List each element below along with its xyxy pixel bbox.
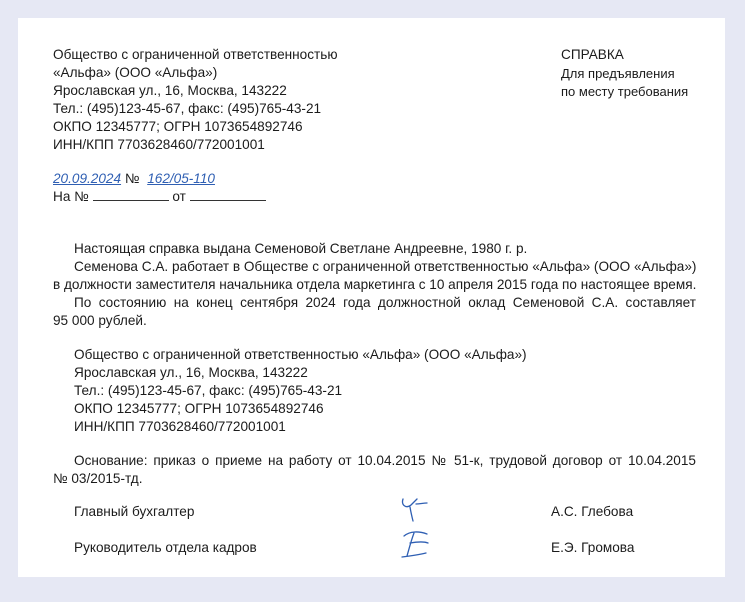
org-line-inn: ИНН/КПП 7703628460/772001001 [74, 419, 286, 434]
org-line-address: Ярославская ул., 16, Москва, 143222 [74, 365, 308, 380]
sender-line-phone: Тел.: (495)123-45-67, факс: (495)765-43-21 [53, 101, 322, 116]
reference-line [53, 188, 266, 206]
registration-line [53, 170, 215, 188]
sender-line-inn: ИНН/КПП 7703628460/772001001 [53, 137, 265, 152]
body-paragraph-1: Настоящая справка выдана Семеновой Светлане Андреевне, 1980 г. р. [74, 241, 528, 256]
basis-line2: № 03/2015-тд. [53, 471, 143, 486]
sender-line-name: Общество с ограниченной ответственностью [53, 47, 338, 62]
document-title: СПРАВКА [561, 47, 624, 62]
body-paragraph-2-line1: Семенова С.А. работает в Обществе с ограниченной ответственностью «Альфа» (ООО «Альфа») [74, 259, 697, 274]
registration-date: 20.09.2024 [53, 171, 122, 186]
sender-line-short-name: «Альфа» (ООО «Альфа») [53, 65, 218, 80]
body-paragraph-2-line2: в должности заместителя начальника отдела маркетинга с 10 апреля 2015 года по настоящее время. [53, 277, 697, 292]
reference-date-blank [190, 188, 266, 201]
document-sheet [18, 18, 725, 577]
signature-2-handwritten [400, 526, 436, 562]
registration-number: 162/05-110 [147, 171, 215, 186]
signature-1-handwritten [398, 488, 434, 524]
document-purpose-line1: Для предъявления [561, 66, 675, 81]
basis-line1: Основание: приказ о приеме на работу от 10.04.2015 № 51-к, трудовой договор от 10.04.2015 [74, 453, 696, 468]
reference-from-label: от [172, 189, 186, 204]
reference-number-label: На № [53, 189, 89, 204]
document-purpose-line2: по месту требования [561, 84, 689, 99]
signer-1-position: Главный бухгалтер [74, 504, 195, 519]
sender-line-okpo: ОКПО 12345777; ОГРН 1073654892746 [53, 119, 303, 134]
reference-number-blank [93, 188, 169, 201]
org-line-name: Общество с ограниченной ответственностью «Альфа» (ООО «Альфа») [74, 347, 527, 362]
registration-number-label: № [124, 171, 140, 186]
org-line-phone: Тел.: (495)123-45-67, факс: (495)765-43-21 [74, 383, 343, 398]
org-line-okpo: ОКПО 12345777; ОГРН 1073654892746 [74, 401, 324, 416]
signer-2-position: Руководитель отдела кадров [74, 540, 257, 555]
body-paragraph-3-line1: По состоянию на конец сентября 2024 года должностной оклад Семеновой С.А. составляет [74, 295, 696, 310]
body-paragraph-3-line2: 95 000 рублей. [53, 313, 147, 328]
signer-1-name: А.С. Глебова [551, 504, 634, 519]
sender-line-address: Ярославская ул., 16, Москва, 143222 [53, 83, 287, 98]
signer-2-name: Е.Э. Громова [551, 540, 635, 555]
